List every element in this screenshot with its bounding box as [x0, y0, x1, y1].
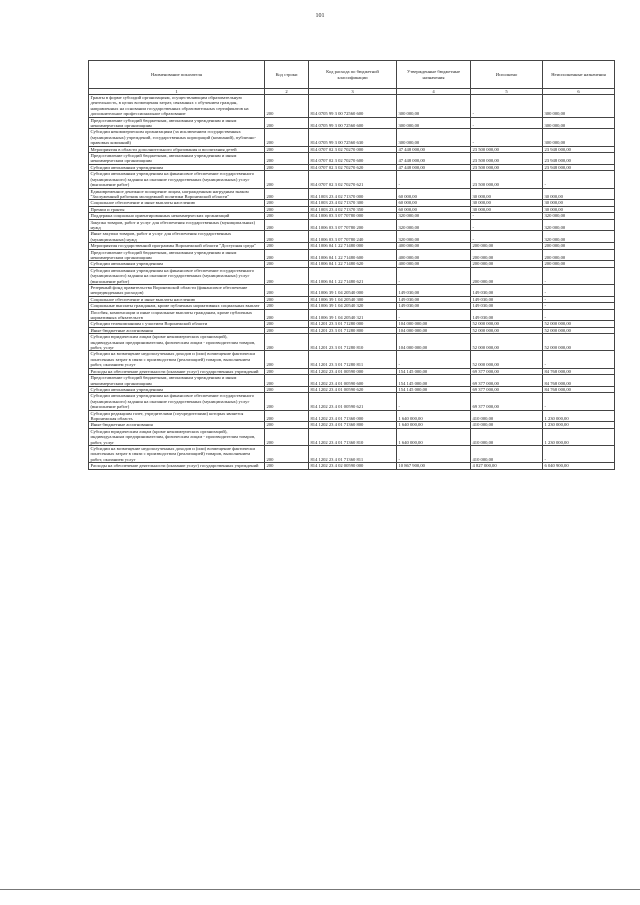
row-line-code-cell: 200	[265, 428, 309, 445]
row-name-cell: Предоставление субсидий бюджетным, автономным учреждениям и иным некоммерческим организациям	[89, 249, 265, 261]
row-executed-cell: 149 030,00	[471, 309, 543, 321]
row-name-cell: Расходы на обеспечение деятельности (оказание услуг) государственных учреждений	[89, 368, 265, 374]
column-number: 5	[471, 89, 543, 95]
row-line-code-cell: 200	[265, 309, 309, 321]
row-name-cell: Мероприятия в области дополнительного образования и воспитания детей	[89, 146, 265, 152]
row-unexecuted-cell: 1 230 000,00	[543, 410, 615, 422]
row-unexecuted-cell: 6 040 900,00	[543, 463, 615, 469]
row-executed-cell: 200 000,00	[471, 243, 543, 249]
row-approved-cell: 300 000,00	[397, 95, 471, 118]
row-line-code-cell: 200	[265, 393, 309, 410]
row-name-cell: Субсидии автономным учреждениям на финансовое обеспечение государственного (муниципального) задания на оказание государственных (муниципальных) услуг (выполнение работ)	[89, 171, 265, 188]
row-approved-cell: -	[397, 171, 471, 188]
row-approved-cell: -	[397, 267, 471, 284]
table-row	[89, 375, 615, 387]
row-line-code-cell: 200	[265, 188, 309, 200]
column-number: 6	[543, 89, 615, 95]
row-executed-cell: 410 000,00	[471, 422, 543, 428]
row-line-code-cell: 200	[265, 200, 309, 206]
row-approved-cell: 300 000,00	[397, 117, 471, 129]
row-executed-cell: -	[471, 129, 543, 146]
row-classification-code-cell: 814 1201 23 3 01 71280 800	[309, 327, 397, 333]
table-row	[89, 129, 615, 146]
row-name-cell: Субсидии на возмещение недополученных доходов и (или) возмещение фактически понесенных затрат в связи с производством (реализацией) товаров, выполнением работ, оказанием услуг	[89, 445, 265, 462]
row-approved-cell: 104 000 000,00	[397, 334, 471, 351]
row-executed-cell: 69 377 000,00	[471, 386, 543, 392]
row-line-code-cell: 200	[265, 164, 309, 170]
row-approved-cell: 149 030,00	[397, 303, 471, 309]
row-name-cell: Единовременное денежное поощрение лицам, награжденным нагрудным знаком "Заслуженный работник молодежной политики Воронежской области"	[89, 188, 265, 200]
row-approved-cell: 10 867 900,00	[397, 463, 471, 469]
row-name-cell: Предоставление субсидий бюджетным, автономным учреждениям и иным некоммерческим организациям	[89, 375, 265, 387]
row-line-code-cell: 200	[265, 129, 309, 146]
table-row	[89, 267, 615, 284]
table-row	[89, 463, 615, 469]
row-line-code-cell: 200	[265, 303, 309, 309]
row-executed-cell: 52 000 000,00	[471, 334, 543, 351]
row-approved-cell: -	[397, 309, 471, 321]
column-header-executed: Исполнено	[471, 61, 543, 89]
row-unexecuted-cell: 84 768 000,00	[543, 375, 615, 387]
row-unexecuted-cell: 200 000,00	[543, 249, 615, 261]
row-name-cell: Иные закупки товаров, работ и услуг для обеспечения государственных (муниципальных) нужд	[89, 231, 265, 243]
row-executed-cell: -	[471, 213, 543, 219]
row-line-code-cell: 200	[265, 153, 309, 165]
row-classification-code-cell: 814 1006 39 1 04 20540 321	[309, 309, 397, 321]
bottom-rule	[0, 889, 640, 890]
row-classification-code-cell: 814 0705 99 3 00 72560 600	[309, 95, 397, 118]
page-number: 101	[315, 13, 325, 19]
row-classification-code-cell: 814 1003 23 4 02 71370 000	[309, 188, 397, 200]
row-classification-code-cell: 814 1006 04 1 22 71480 000	[309, 243, 397, 249]
row-name-cell: Социальное обеспечение и иные выплаты населению	[89, 200, 265, 206]
row-executed-cell: 69 377 000,00	[471, 368, 543, 374]
row-classification-code-cell: 814 1003 23 4 02 71370 350	[309, 206, 397, 212]
row-classification-code-cell: 814 1006 03 3 07 70780 200	[309, 219, 397, 231]
row-line-code-cell: 200	[265, 327, 309, 333]
row-executed-cell: -	[471, 219, 543, 231]
row-approved-cell: 154 145 000,00	[397, 375, 471, 387]
row-unexecuted-cell: 52 000 000,00	[543, 334, 615, 351]
row-executed-cell: 23 500 000,00	[471, 164, 543, 170]
row-line-code-cell: 200	[265, 296, 309, 302]
row-approved-cell: 400 000,00	[397, 249, 471, 261]
row-approved-cell: 47 448 000,00	[397, 164, 471, 170]
row-unexecuted-cell: -	[543, 296, 615, 302]
table-row	[89, 334, 615, 351]
row-classification-code-cell: 814 1202 23 4 01 00590 621	[309, 393, 397, 410]
row-name-cell: Субсидии телекомпаниям с участием Воронежской области	[89, 321, 265, 327]
row-line-code-cell: 200	[265, 445, 309, 462]
row-line-code-cell: 200	[265, 95, 309, 118]
row-line-code-cell: 200	[265, 213, 309, 219]
row-unexecuted-cell: -	[543, 285, 615, 297]
row-name-cell: Социальное обеспечение и иные выплаты населению	[89, 296, 265, 302]
row-name-cell: Предоставление субсидий бюджетным, автономным учреждениям и иным некоммерческим организациям	[89, 153, 265, 165]
row-line-code-cell: 200	[265, 249, 309, 261]
row-classification-code-cell: 814 0705 99 3 00 72560 600	[309, 117, 397, 129]
row-unexecuted-cell: 30 000,00	[543, 200, 615, 206]
row-classification-code-cell: 814 1201 23 3 01 71280 811	[309, 351, 397, 368]
row-executed-cell: 23 500 000,00	[471, 146, 543, 152]
table-row	[89, 153, 615, 165]
row-executed-cell: 52 000 000,00	[471, 351, 543, 368]
row-name-cell: Субсидии автономным учреждениям на финансовое обеспечение государственного (муниципального) задания на оказание государственных (муниципальных) услуг (выполнение работ)	[89, 267, 265, 284]
row-classification-code-cell: 814 1202 23 4 01 00590 000	[309, 368, 397, 374]
row-approved-cell: -	[397, 351, 471, 368]
row-executed-cell: -	[471, 117, 543, 129]
row-unexecuted-cell: -	[543, 445, 615, 462]
row-name-cell: Расходы на обеспечение деятельности (оказание услуг) государственных учреждений	[89, 463, 265, 469]
row-classification-code-cell: 814 0705 99 3 00 72560 630	[309, 129, 397, 146]
row-unexecuted-cell: 30 000,00	[543, 206, 615, 212]
row-unexecuted-cell: 23 948 000,00	[543, 146, 615, 152]
row-unexecuted-cell: 320 000,00	[543, 231, 615, 243]
budget-execution-table	[88, 60, 615, 470]
table-row	[89, 249, 615, 261]
column-header-classification-code: Код расхода по бюджетной классификации	[309, 61, 397, 89]
row-classification-code-cell: 814 1202 23 4 02 00590 000	[309, 463, 397, 469]
row-name-cell: Мероприятия государственной программы Воронежской области "Доступная среда"	[89, 243, 265, 249]
row-line-code-cell: 200	[265, 334, 309, 351]
row-unexecuted-cell: 300 000,00	[543, 129, 615, 146]
table-row	[89, 188, 615, 200]
row-name-cell: Гранты в форме субсидий организациям, осуществляющим образовательную деятельность, в целях возмещения затрат, связанных с обучением граждан, направленных на основании государственных образовательных сертификатов на дополнительное профессиональное образование	[89, 95, 265, 118]
row-executed-cell: 23 500 000,00	[471, 153, 543, 165]
column-number: 1	[89, 89, 265, 95]
row-unexecuted-cell: -	[543, 351, 615, 368]
row-classification-code-cell: 814 0707 02 3 02 70270 620	[309, 164, 397, 170]
row-executed-cell: 200 000,00	[471, 261, 543, 267]
row-executed-cell: -	[471, 231, 543, 243]
row-executed-cell: 4 827 000,00	[471, 463, 543, 469]
row-executed-cell: 30 000,00	[471, 188, 543, 200]
row-executed-cell: 52 000 000,00	[471, 321, 543, 327]
row-approved-cell: 47 448 000,00	[397, 153, 471, 165]
row-classification-code-cell: 814 0707 02 3 02 70270 000	[309, 146, 397, 152]
row-classification-code-cell: 814 1202 23 4 01 71360 810	[309, 428, 397, 445]
row-line-code-cell: 200	[265, 422, 309, 428]
row-line-code-cell: 200	[265, 285, 309, 297]
row-classification-code-cell: 814 1202 23 4 01 00590 620	[309, 386, 397, 392]
row-unexecuted-cell: 52 000 000,00	[543, 327, 615, 333]
row-classification-code-cell: 814 1003 23 4 02 71370 300	[309, 200, 397, 206]
row-approved-cell: 149 030,00	[397, 296, 471, 302]
row-name-cell: Иные бюджетные ассигнования	[89, 327, 265, 333]
row-unexecuted-cell: -	[543, 267, 615, 284]
row-unexecuted-cell: 84 768 000,00	[543, 386, 615, 392]
table-row	[89, 351, 615, 368]
row-name-cell: Субсидии автономным учреждениям	[89, 261, 265, 267]
table-row	[89, 171, 615, 188]
row-unexecuted-cell: 23 948 000,00	[543, 164, 615, 170]
row-executed-cell: 149 030,00	[471, 296, 543, 302]
row-classification-code-cell: 814 1006 04 1 22 71480 621	[309, 267, 397, 284]
row-name-cell: Закупка товаров, работ и услуг для обеспечения государственных (муниципальных) нужд	[89, 219, 265, 231]
row-classification-code-cell: 814 1202 23 4 01 71360 811	[309, 445, 397, 462]
row-name-cell: Пособия, компенсации и иные социальные выплаты гражданам, кроме публичных нормативных обязательств	[89, 309, 265, 321]
row-approved-cell: 60 000,00	[397, 200, 471, 206]
row-name-cell: Иные бюджетные ассигнования	[89, 422, 265, 428]
row-unexecuted-cell: 52 000 000,00	[543, 321, 615, 327]
row-name-cell: Социальные выплаты гражданам, кроме публичных нормативных социальных выплат	[89, 303, 265, 309]
row-approved-cell: 1 640 000,00	[397, 428, 471, 445]
row-classification-code-cell: 814 1006 04 1 22 71480 620	[309, 261, 397, 267]
row-name-cell: Субсидии автономным учреждениям	[89, 164, 265, 170]
row-approved-cell: 320 000,00	[397, 231, 471, 243]
row-unexecuted-cell: 200 000,00	[543, 261, 615, 267]
column-header-unexecuted: Неисполненные назначения	[543, 61, 615, 89]
row-line-code-cell: 200	[265, 368, 309, 374]
row-line-code-cell: 200	[265, 463, 309, 469]
row-approved-cell: -	[397, 445, 471, 462]
row-approved-cell: 104 000 000,00	[397, 327, 471, 333]
row-unexecuted-cell: -	[543, 171, 615, 188]
row-unexecuted-cell: 300 000,00	[543, 95, 615, 118]
row-executed-cell: 69 377 000,00	[471, 375, 543, 387]
row-classification-code-cell: 814 1006 39 1 04 20540 320	[309, 303, 397, 309]
row-name-cell: Субсидии некоммерческим организациям (за исключением государственных (муниципальных) учреждений, государственных корпораций (компаний), публично-правовых компаний)	[89, 129, 265, 146]
row-approved-cell: 320 000,00	[397, 219, 471, 231]
row-unexecuted-cell: 84 768 000,00	[543, 368, 615, 374]
row-name-cell: Премии и гранты	[89, 206, 265, 212]
row-classification-code-cell: 814 1202 23 4 01 00590 600	[309, 375, 397, 387]
row-unexecuted-cell: 320 000,00	[543, 219, 615, 231]
row-unexecuted-cell: -	[543, 309, 615, 321]
column-header-name: Наименование показателя	[89, 61, 265, 89]
row-name-cell: Поддержка социально ориентированных некоммерческих организаций	[89, 213, 265, 219]
row-line-code-cell: 200	[265, 410, 309, 422]
column-header-line-code: Код строки	[265, 61, 309, 89]
row-executed-cell: 30 000,00	[471, 206, 543, 212]
row-line-code-cell: 200	[265, 206, 309, 212]
row-name-cell: Субсидии юридическим лицам (кроме некоммерческих организаций), индивидуальным предпринимателям, физическим лицам - производителям товаров, работ, услуг	[89, 334, 265, 351]
row-name-cell: Субсидии на возмещение недополученных доходов и (или) возмещение фактически понесенных затрат в связи с производством (реализацией) товаров, выполнением работ, оказанием услуг	[89, 351, 265, 368]
row-line-code-cell: 200	[265, 243, 309, 249]
row-name-cell: Резервный фонд правительства Воронежской области (финансовое обеспечение непредвиденных расходов)	[89, 285, 265, 297]
row-approved-cell: 400 000,00	[397, 261, 471, 267]
row-approved-cell: -	[397, 393, 471, 410]
row-classification-code-cell: 814 0707 02 3 02 70270 621	[309, 171, 397, 188]
row-executed-cell: 69 377 000,00	[471, 393, 543, 410]
table-row	[89, 285, 615, 297]
table-row	[89, 445, 615, 462]
row-line-code-cell: 200	[265, 386, 309, 392]
row-approved-cell: 47 448 000,00	[397, 146, 471, 152]
row-executed-cell: 149 030,00	[471, 285, 543, 297]
row-executed-cell: -	[471, 95, 543, 118]
row-name-cell: Субсидии автономным учреждениям на финансовое обеспечение государственного (муниципального) задания на оказание государственных (муниципальных) услуг (выполнение работ)	[89, 393, 265, 410]
row-classification-code-cell: 814 0707 02 3 02 70270 600	[309, 153, 397, 165]
table-row	[89, 428, 615, 445]
row-approved-cell: 154 145 000,00	[397, 368, 471, 374]
table-row	[89, 219, 615, 231]
row-line-code-cell: 200	[265, 351, 309, 368]
row-unexecuted-cell: 1 230 000,00	[543, 428, 615, 445]
table-row	[89, 117, 615, 129]
row-line-code-cell: 200	[265, 261, 309, 267]
row-executed-cell: 410 000,00	[471, 410, 543, 422]
row-approved-cell: 1 640 000,00	[397, 410, 471, 422]
row-unexecuted-cell: 30 000,00	[543, 188, 615, 200]
row-executed-cell: 52 000 000,00	[471, 327, 543, 333]
row-approved-cell: 60 000,00	[397, 188, 471, 200]
row-executed-cell: 23 500 000,00	[471, 171, 543, 188]
row-executed-cell: 149 030,00	[471, 303, 543, 309]
table-body	[89, 95, 615, 470]
row-line-code-cell: 200	[265, 321, 309, 327]
row-unexecuted-cell: 300 000,00	[543, 117, 615, 129]
table-row	[89, 393, 615, 410]
table-header-row	[89, 61, 615, 89]
row-line-code-cell: 200	[265, 117, 309, 129]
row-approved-cell: 104 000 000,00	[397, 321, 471, 327]
row-executed-cell: 410 000,00	[471, 445, 543, 462]
row-unexecuted-cell: 23 948 000,00	[543, 153, 615, 165]
row-unexecuted-cell: -	[543, 303, 615, 309]
row-approved-cell: 320 000,00	[397, 213, 471, 219]
row-approved-cell: 300 000,00	[397, 129, 471, 146]
table-row	[89, 410, 615, 422]
row-line-code-cell: 200	[265, 231, 309, 243]
row-executed-cell: 200 000,00	[471, 249, 543, 261]
row-name-cell: Субсидии юридическим лицам (кроме некоммерческих организаций), индивидуальным предпринимателям, физическим лицам - производителям товаров, работ, услуг	[89, 428, 265, 445]
row-line-code-cell: 200	[265, 219, 309, 231]
row-approved-cell: 400 000,00	[397, 243, 471, 249]
row-classification-code-cell: 814 1006 04 1 22 71480 600	[309, 249, 397, 261]
row-approved-cell: 154 145 000,00	[397, 386, 471, 392]
row-classification-code-cell: 814 1201 23 3 01 71280 000	[309, 321, 397, 327]
row-line-code-cell: 200	[265, 375, 309, 387]
row-name-cell: Предоставление субсидий бюджетным, автономным учреждениям и иным некоммерческим организациям	[89, 117, 265, 129]
table-row	[89, 95, 615, 118]
row-classification-code-cell: 814 1006 03 3 07 70780 000	[309, 213, 397, 219]
row-unexecuted-cell: 200 000,00	[543, 243, 615, 249]
column-number: 4	[397, 89, 471, 95]
row-classification-code-cell: 814 1006 39 1 04 20540 300	[309, 296, 397, 302]
row-executed-cell: 410 000,00	[471, 428, 543, 445]
column-number: 3	[309, 89, 397, 95]
column-number: 2	[265, 89, 309, 95]
row-classification-code-cell: 814 1202 23 4 01 71360 800	[309, 422, 397, 428]
row-approved-cell: 1 640 000,00	[397, 422, 471, 428]
row-unexecuted-cell: -	[543, 393, 615, 410]
table-row	[89, 309, 615, 321]
row-line-code-cell: 200	[265, 146, 309, 152]
row-line-code-cell: 200	[265, 171, 309, 188]
row-executed-cell: 30 000,00	[471, 200, 543, 206]
row-line-code-cell: 200	[265, 267, 309, 284]
row-executed-cell: 200 000,00	[471, 267, 543, 284]
row-classification-code-cell: 814 1201 23 3 01 71280 810	[309, 334, 397, 351]
row-name-cell: Субсидии редакциям газет, учредителями (соучредителями) которых является Воронежская область	[89, 410, 265, 422]
row-approved-cell: 149 030,00	[397, 285, 471, 297]
row-name-cell: Субсидии автономным учреждениям	[89, 386, 265, 392]
row-classification-code-cell: 814 1202 23 4 01 71360 000	[309, 410, 397, 422]
row-unexecuted-cell: 1 230 000,00	[543, 422, 615, 428]
row-approved-cell: 60 000,00	[397, 206, 471, 212]
column-header-approved: Утвержденные бюджетные назначения	[397, 61, 471, 89]
table-row	[89, 231, 615, 243]
row-classification-code-cell: 814 1006 03 3 07 70780 240	[309, 231, 397, 243]
row-unexecuted-cell: 320 000,00	[543, 213, 615, 219]
row-classification-code-cell: 814 1006 39 1 04 20540 000	[309, 285, 397, 297]
